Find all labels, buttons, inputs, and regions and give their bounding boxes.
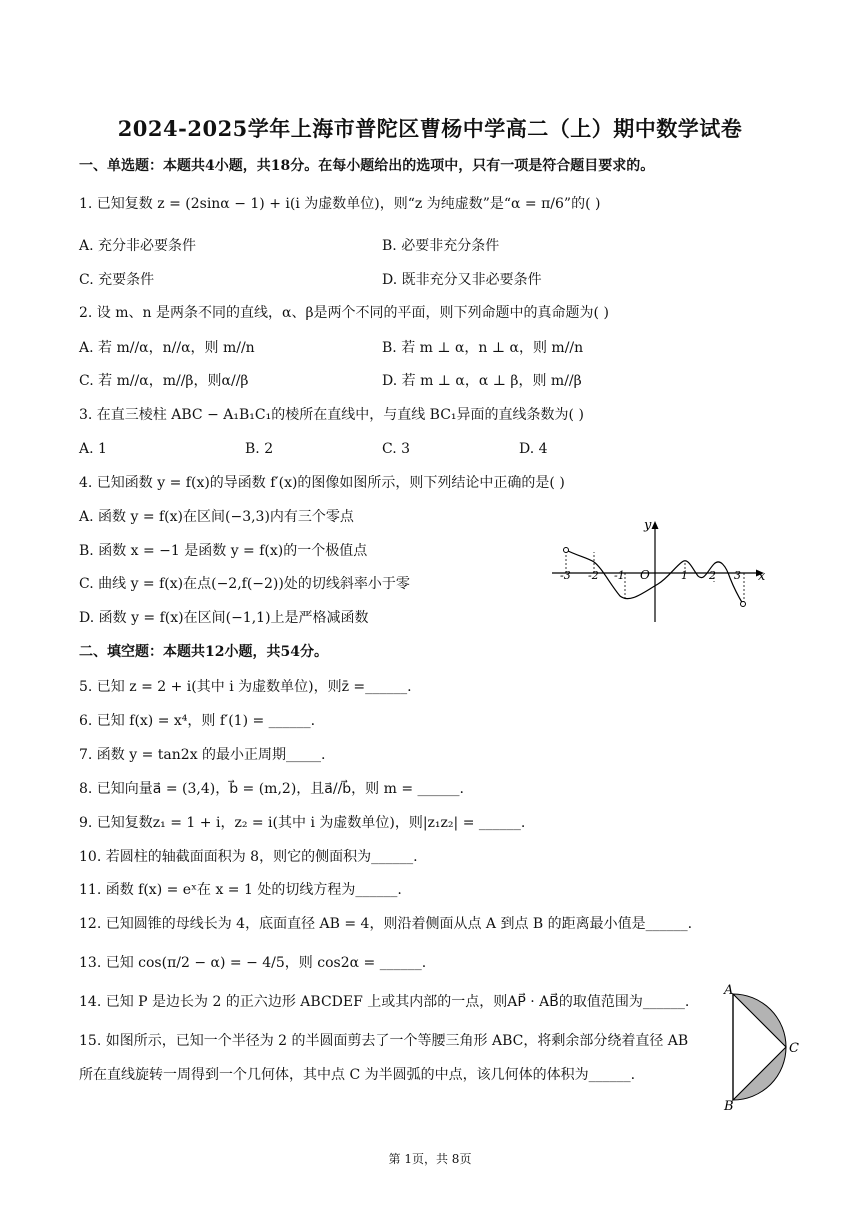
q2-option-c: C. 若 m//α，m//β，则α//β bbox=[79, 373, 249, 389]
q2-option-a: A. 若 m//α，n//α，则 m//n bbox=[79, 340, 255, 356]
q4-option-b: B. 函数 x = −1 是函数 y = f(x)的一个极值点 bbox=[79, 543, 368, 559]
q13: 13. 已知 cos(π/2 − α) = − 4/5，则 cos2α = ______. bbox=[79, 955, 427, 971]
page-title: 2024-2025学年上海市普陀区曹杨中学高二（上）期中数学试卷 bbox=[117, 116, 743, 141]
q12: 12. 已知圆锥的母线长为 4，底面直径 AB = 4，则沿着侧面从点 A 到点 B 的距离最小值是______. bbox=[79, 916, 693, 932]
open-endpoint-left bbox=[564, 548, 569, 553]
q1-option-a: A. 充分非必要条件 bbox=[79, 238, 197, 254]
q3-option-c: C. 3 bbox=[382, 441, 411, 457]
q1-stem: 1. 已知复数 z = (2sinα − 1) + i(i 为虚数单位)，则“z 为纯虚数”是“α = π/6”的( ) bbox=[79, 196, 601, 212]
tick-label-1: 1 bbox=[681, 569, 688, 582]
q14: 14. 已知 P 是边长为 2 的正六边形 ABCDEF 上或其内部的一点，则AP⃗ · AB⃗的取值范围为______. bbox=[79, 994, 690, 1010]
q8: 8. 已知向量a⃗ = (3,4)，b⃗ = (m,2)，且a⃗//b⃗，则 m = ______. bbox=[79, 781, 464, 797]
open-endpoint-right bbox=[741, 602, 746, 607]
q9: 9. 已知复数z₁ = 1 + i，z₂ = i(其中 i 为虚数单位)，则|z₁z₂| = ______. bbox=[79, 815, 526, 831]
point-c-label: C bbox=[789, 1041, 799, 1056]
q15: 15. 如图所示，已知一个半径为 2 的半圆面剪去了一个等腰三角形 ABC，将剩余部分绕着直径 AB 所在直线旋转一周得到一个几何体，其中点 C 为半圆弧的中点，该几何体的体积为______. bbox=[79, 1033, 689, 1083]
semicircle-figure bbox=[718, 982, 808, 1112]
point-b-label: B bbox=[724, 1099, 734, 1112]
q1-option-d: D. 既非充分又非必要条件 bbox=[382, 272, 542, 288]
section-1-heading: 一、单选题：本题共4小题，共18分。在每小题给出的选项中，只有一项是符合题目要求的。 bbox=[79, 158, 655, 174]
q4-option-d: D. 函数 y = f(x)在区间(−1,1)上是严格减函数 bbox=[79, 610, 369, 626]
q2-stem: 2. 设 m、n 是两条不同的直线，α、β是两个不同的平面，则下列命题中的真命题为( ) bbox=[79, 305, 609, 321]
q1-option-c: C. 充要条件 bbox=[79, 272, 155, 288]
q2-option-d: D. 若 m ⊥ α，α ⊥ β，则 m//β bbox=[382, 373, 582, 389]
x-axis-label: x bbox=[758, 569, 766, 584]
tick-label-neg1: -1 bbox=[614, 569, 625, 582]
q6: 6. 已知 f(x) = x⁴，则 f′(1) = ______. bbox=[79, 713, 316, 729]
q7: 7. 函数 y = tan2x 的最小正周期_____. bbox=[79, 747, 326, 763]
q3-option-d: D. 4 bbox=[519, 441, 548, 457]
tick-label-neg2: -2 bbox=[588, 569, 599, 582]
tick-label-2: 2 bbox=[709, 569, 716, 582]
q10: 10. 若圆柱的轴截面面积为 8，则它的侧面积为______. bbox=[79, 849, 418, 865]
q1-option-b: B. 必要非充分条件 bbox=[382, 238, 500, 254]
q3-option-b: B. 2 bbox=[245, 441, 274, 457]
q5: 5. 已知 z = 2 + i(其中 i 为虚数单位)，则z̄ =______. bbox=[79, 679, 412, 695]
q4-stem: 4. 已知函数 y = f(x)的导函数 f′(x)的图像如图所示，则下列结论中正确的是( ) bbox=[79, 475, 565, 491]
section-2-heading: 二、填空题：本题共12小题，共54分。 bbox=[79, 644, 328, 660]
point-a-label: A bbox=[724, 983, 734, 998]
tick-label-3: 3 bbox=[734, 569, 741, 582]
q4-option-c: C. 曲线 y = f(x)在点(−2,f(−2))处的切线斜率小于零 bbox=[79, 576, 410, 592]
origin-label: O bbox=[640, 568, 650, 582]
q11: 11. 函数 f(x) = eˣ在 x = 1 处的切线方程为______. bbox=[79, 882, 402, 898]
y-axis-arrow bbox=[652, 521, 659, 529]
q3-stem: 3. 在直三棱柱 ABC − A₁B₁C₁的棱所在直线中，与直线 BC₁异面的直线条数为( ) bbox=[79, 407, 584, 423]
tick-label-neg3: -3 bbox=[560, 569, 571, 582]
page-footer: 第 1页，共 8页 bbox=[388, 1152, 472, 1166]
y-axis-label: y bbox=[644, 518, 652, 533]
q4-option-a: A. 函数 y = f(x)在区间(−3,3)内有三个零点 bbox=[79, 509, 354, 525]
q2-option-b: B. 若 m ⊥ α，n ⊥ α，则 m//n bbox=[382, 340, 584, 356]
derivative-graph bbox=[548, 512, 778, 624]
q3-option-a: A. 1 bbox=[79, 441, 107, 457]
